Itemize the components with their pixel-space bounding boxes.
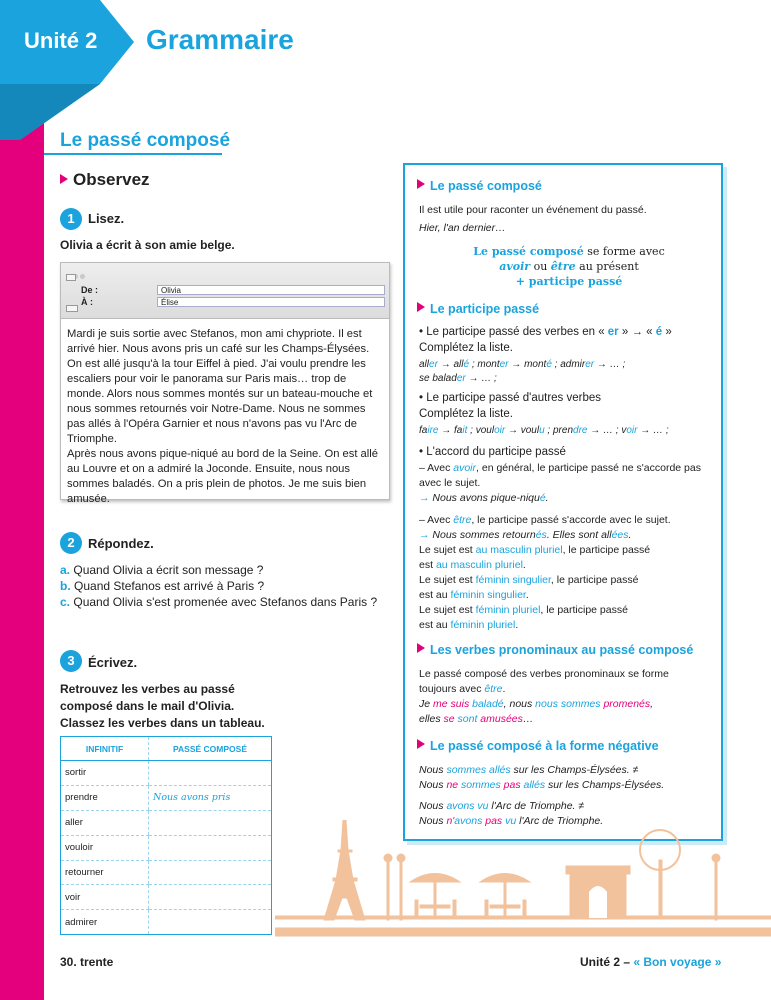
step-title-lisez: Lisez. (88, 211, 125, 226)
to-label: À : (81, 297, 93, 307)
example-line: aller → allé ; monter → monté ; admirer → … ; (419, 359, 626, 370)
table-header: PASSÉ COMPOSÉ (149, 737, 272, 761)
to-field[interactable]: Élise (157, 297, 385, 307)
question-item: c. Quand Olivia s'est promenée avec Stefanos dans Paris ? (60, 595, 378, 609)
box-text: toujours avec être. (419, 683, 506, 695)
triangle-bullet-icon (60, 174, 68, 184)
table-header: INFINITIF (61, 737, 149, 761)
formation-rule: Le passé composé se forme avec avoir ou être au présent + participe passé (473, 245, 665, 288)
box-text: est au féminin singulier. (419, 589, 529, 601)
table-row: prendre Nous avons pris (61, 785, 272, 810)
step-title-ecrivez: Écrivez. (88, 655, 138, 670)
step-number-3: 3 (60, 650, 82, 672)
question-item: b. Quand Stefanos est arrivé à Paris ? (60, 579, 265, 593)
box-heading-negative: Le passé composé à la forme négative (417, 739, 659, 753)
example-line: faire → fait ; vouloir → voulu ; prendre → … ; voir → … ; (419, 425, 669, 436)
box-text: Hier, l'an dernier… (419, 222, 506, 234)
email-paragraph: Mardi je suis sortie avec Stefanos, mon ami chypriote. Il est arrivé hier. Nous avons pris un café sur les Champs-Élysées. On est allé jusqu'à la tour Eiffel à pied. J'ai voulu prendre les escaliers pour voir le panorama sur Paris mais… trop de monde. Alors nous sommes montés sur un bateau-mouche et nous sommes retournés voir Notre-Dame. Nous ne sommes pas allés à l'Opéra Garnier et nous n'avons pas vu l'Arc de Triomphe. (67, 328, 373, 445)
email-window (60, 262, 390, 505)
table-row: vouloir (61, 835, 272, 860)
example-line: se balader → … ; (419, 373, 497, 384)
box-text: – Avec avoir, en général, le participe passé ne s'accorde pas avec le sujet. (419, 462, 701, 489)
email-paragraph: Après nous avons pique-niqué au bord de la Seine. On est allé au Louvre et on a admiré la Joconde. Ensuite, nous nous sommes baladés. On a pris plein de photos. Je me suis bien amusée. (67, 448, 378, 505)
triangle-bullet-icon (417, 643, 425, 653)
from-label: De : (81, 285, 99, 295)
reply-icon[interactable] (66, 274, 76, 281)
left-margin-bar (0, 0, 44, 1000)
step-number-2: 2 (60, 532, 82, 554)
box-text: • L'accord du participe passé (419, 446, 566, 458)
box-heading-participe-passe: Le participe passé (417, 302, 539, 316)
example-line: Nous avons vu l'Arc de Triomphe. ≠ (419, 800, 585, 812)
box-heading-passe-compose: Le passé composé (417, 179, 542, 193)
example-line: Nous ne sommes pas allés sur les Champs-Élysées. (419, 779, 665, 791)
step-number-1: 1 (60, 208, 82, 230)
triangle-bullet-icon (417, 302, 425, 312)
unit-label: Unité 2 (24, 28, 98, 53)
email-body (61, 319, 389, 515)
box-text: Complétez la liste. (419, 408, 513, 420)
menu-icon[interactable] (66, 305, 78, 312)
triangle-bullet-icon (417, 739, 425, 749)
box-text: est au féminin pluriel. (419, 619, 519, 631)
example-line: Nous sommes allés sur les Champs-Élysées. ≠ (419, 764, 639, 776)
table-row: voir (61, 885, 272, 910)
table-row: admirer (61, 910, 272, 935)
example-line: elles se sont amusées… (419, 713, 534, 725)
verbs-table (60, 736, 272, 935)
box-text: Le sujet est féminin pluriel, le participe passé (419, 604, 628, 616)
triangle-bullet-icon (417, 179, 425, 189)
question-list (60, 562, 377, 610)
box-text: est au masculin pluriel. (419, 559, 526, 571)
table-row: aller (61, 810, 272, 835)
page-number: 30. trente (60, 955, 114, 969)
unit-footer: Unité 2 – « Bon voyage » (580, 955, 722, 969)
lesson-heading: Le passé composé (60, 130, 231, 151)
box-text: Le passé composé des verbes pronominaux se forme (419, 668, 669, 680)
step3-instructions: Retrouvez les verbes au passé composé dans le mail d'Olivia. Classez les verbes dans un tableau. (60, 682, 265, 730)
table-row: retourner (61, 860, 272, 885)
question-item: a. Quand Olivia a écrit son message ? (60, 563, 264, 577)
heading-underline (44, 153, 222, 155)
box-text: Le sujet est féminin singulier, le participe passé (419, 574, 639, 586)
box-text: • Le participe passé des verbes en « er » → « é » (419, 326, 672, 338)
example-line: → Nous avons pique-niqué. (419, 492, 549, 504)
step1-intro: Olivia a écrit à son amie belge. (60, 238, 235, 252)
example-line: Nous n'avons pas vu l'Arc de Triomphe. (419, 815, 604, 827)
box-text: • Le participe passé d'autres verbes (419, 392, 602, 404)
example-line: Je me suis baladé, nous nous sommes promenés, (419, 698, 654, 710)
box-text: Le sujet est au masculin pluriel, le participe passé (419, 544, 651, 556)
box-text: Complétez la liste. (419, 342, 513, 354)
example-line: → Nous sommes retournés. Elles sont allées. (419, 529, 632, 541)
observez-heading: Observez (60, 170, 150, 190)
box-text: Il est utile pour raconter un événement du passé. (419, 204, 647, 216)
box-text: – Avec être, le participe passé s'accorde avec le sujet. (419, 514, 671, 526)
section-title: Grammaire (146, 24, 294, 55)
unit-tab (0, 0, 134, 140)
email-header (61, 263, 389, 319)
table-row: sortir (61, 761, 272, 786)
from-field[interactable]: Olivia (157, 285, 385, 295)
step-title-repondez: Répondez. (88, 536, 154, 551)
grammar-box (403, 163, 723, 841)
paris-skyline-illustration (275, 820, 771, 940)
box-heading-pronominaux: Les verbes pronominaux au passé composé (417, 643, 693, 657)
